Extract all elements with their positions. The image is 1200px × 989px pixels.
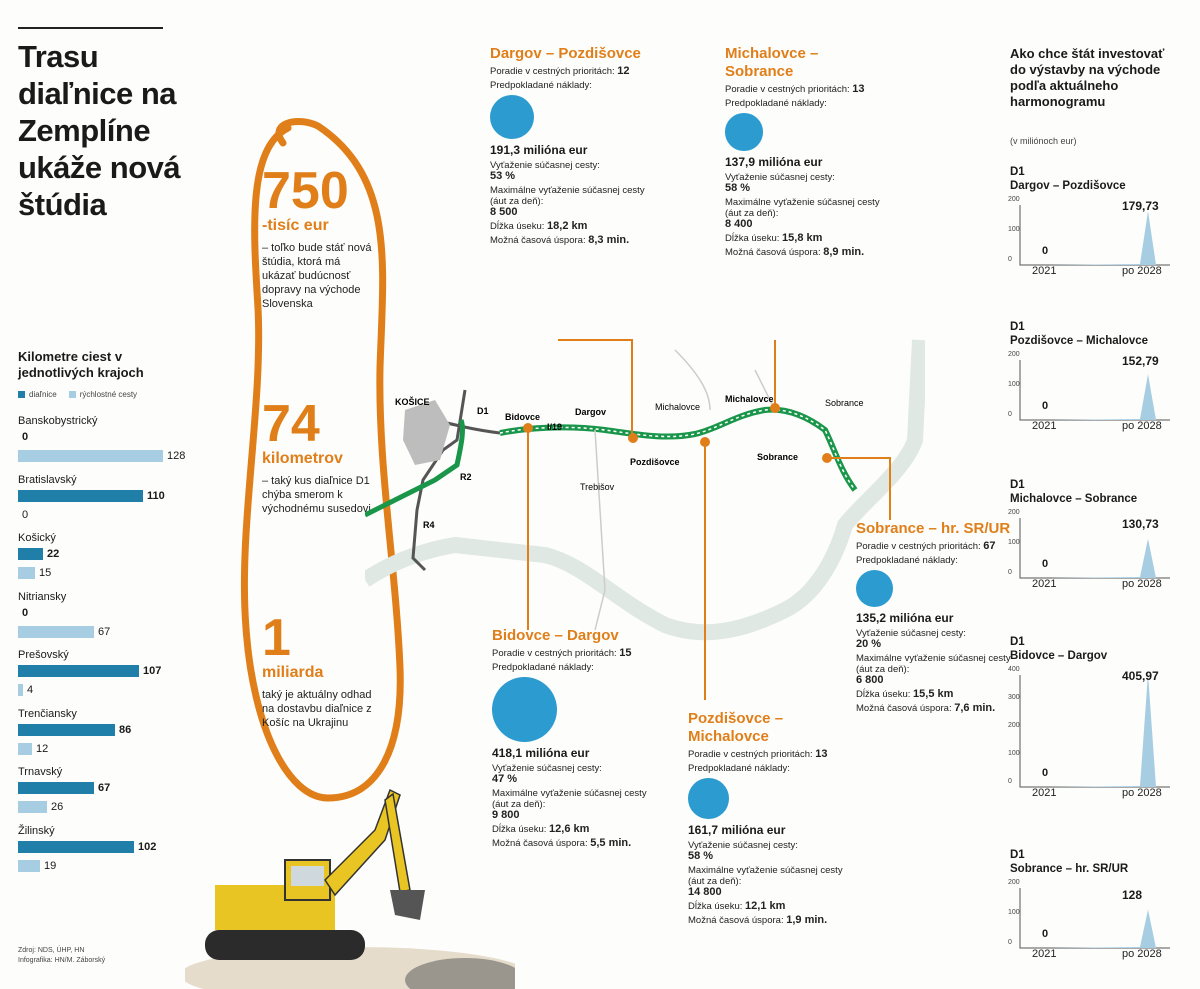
- highway-value: 0: [22, 606, 29, 619]
- chart-value-end: 405,97: [1122, 669, 1159, 683]
- segment-load-value: 47 %: [492, 773, 518, 786]
- stat-billion-number: 1: [262, 609, 291, 667]
- chart-area: [1050, 211, 1156, 265]
- segment-saving-label: Možná časová úspora:: [688, 914, 784, 926]
- segment-maxload: [490, 185, 650, 218]
- highway-value: 107: [143, 665, 162, 677]
- chart-value-start: 0: [1042, 767, 1049, 779]
- chart-y-tick: 100: [1008, 750, 1020, 757]
- segment-order-value: 13: [815, 748, 828, 760]
- segment-length-label: Dĺžka úseku:: [492, 824, 547, 836]
- segment-saving: [492, 838, 652, 849]
- segment-name: Sobrance – hr. SR/UR: [856, 520, 1011, 537]
- highway-value: 0: [22, 431, 29, 443]
- chart-road: D1: [1010, 321, 1025, 333]
- region-row: [18, 474, 218, 525]
- express-bar: [18, 860, 40, 872]
- stat-km-unit: kilometrov: [262, 450, 343, 467]
- chart-section-name: Bidovce – Dargov: [1010, 650, 1108, 662]
- segment-maxload-value: 6 800: [856, 674, 884, 687]
- chart-y-tick: 0: [1008, 569, 1012, 576]
- chart-y-tick: 0: [1008, 778, 1012, 785]
- express-bar: [18, 626, 94, 638]
- stat-study-number: 750: [262, 162, 349, 220]
- segment-load-value: 58 %: [725, 181, 751, 194]
- highway-bar: [18, 548, 43, 560]
- segment-saving: [856, 703, 1016, 714]
- chart-value-start: 0: [1042, 558, 1049, 570]
- segment-load: [856, 628, 1016, 650]
- chart-value-end: 179,73: [1122, 199, 1159, 213]
- chart-y-tick: 100: [1008, 909, 1020, 916]
- chart-plot-area: [1008, 666, 1185, 803]
- segment-maxload-value: 8 500: [490, 206, 518, 219]
- express-bar: [18, 684, 23, 696]
- express-value: 4: [27, 684, 34, 696]
- segment-order-label: Poradie v cestných prioritách:: [490, 66, 615, 77]
- segment-length-value: 15,8 km: [782, 231, 823, 244]
- chart-y-tick: 0: [1008, 256, 1012, 263]
- map-section-pozdisovce: Pozdišovce: [630, 457, 680, 467]
- segment-order-value: 13: [852, 83, 865, 95]
- segment-saving-label: Možná časová úspora:: [490, 235, 586, 247]
- region-row: [18, 415, 218, 466]
- chart-section-name: Sobrance – hr. SR/UR: [1010, 863, 1129, 875]
- segment-order-label: Poradie v cestných prioritách:: [725, 84, 850, 95]
- express-bar: [18, 450, 163, 462]
- segment-length: [856, 689, 1016, 700]
- segment-length: [490, 221, 650, 232]
- segment-maxload: [688, 865, 848, 898]
- map-city-trebisov: Trebišov: [580, 482, 615, 492]
- chart-x-label-start: 2021: [1032, 787, 1057, 799]
- segment-maxload-label: Maximálne vyťaženie súčasnej cesty (áut za deň):: [492, 788, 647, 811]
- segment-cost-bubble: [492, 677, 557, 742]
- segment-saving-value: 1,9 min.: [786, 913, 828, 926]
- segment-length: [688, 901, 848, 912]
- segment-saving-label: Možná časová úspora:: [725, 246, 821, 258]
- segment-cost-bubble: [725, 113, 763, 151]
- segment-maxload: [856, 653, 1016, 686]
- segment-order-label: Poradie v cestných prioritách:: [688, 749, 813, 760]
- segment-load-label: Vyťaženie súčasnej cesty:: [856, 628, 966, 640]
- segment-length-label: Dĺžka úseku:: [490, 221, 545, 233]
- segment-load-label: Vyťaženie súčasnej cesty:: [688, 839, 798, 851]
- segment-length-value: 12,1 km: [745, 899, 786, 912]
- investment-chart: [1010, 165, 1185, 281]
- segment-cost-value: 161,7 milióna eur: [688, 822, 786, 837]
- chart-y-tick: 300: [1008, 694, 1020, 701]
- segment-order: [856, 541, 1016, 552]
- region-name: Bratislavský: [18, 473, 77, 486]
- highway-bar-row: [18, 607, 218, 623]
- chart-section-name: Pozdišovce – Michalovce: [1010, 335, 1149, 347]
- chart-section-name: Dargov – Pozdišovce: [1010, 180, 1126, 192]
- segment-length: [492, 824, 652, 835]
- chart-plot-area: [1008, 879, 1185, 964]
- segment-load: [688, 840, 848, 862]
- chart-road: D1: [1010, 166, 1025, 178]
- highway-value: 110: [147, 489, 165, 502]
- segment-saving: [725, 247, 885, 258]
- segment-length-value: 12,6 km: [549, 823, 590, 836]
- segment-order: [492, 648, 652, 659]
- segment-saving-value: 8,9 min.: [823, 245, 865, 258]
- highway-bar: [18, 782, 94, 794]
- chart-x-label-end: po 2028: [1122, 578, 1162, 590]
- chart-road: D1: [1010, 479, 1025, 491]
- express-bar: [18, 801, 47, 813]
- region-name: Košický: [18, 532, 56, 544]
- express-bar-row: [18, 567, 218, 583]
- chart-x-label-start: 2021: [1032, 948, 1057, 960]
- chart-area: [1050, 910, 1156, 948]
- express-bar-row: [18, 684, 218, 700]
- segment-maxload-label: Maximálne vyťaženie súčasnej cesty (áut za deň):: [856, 653, 1011, 676]
- highway-bar: [18, 724, 115, 736]
- map-section-dargov: Dargov: [575, 407, 607, 417]
- chart-x-label-end: po 2028: [1122, 265, 1162, 277]
- segment-maxload-label: Maximálne vyťaženie súčasnej cesty (áut za deň):: [688, 864, 843, 887]
- segment-cost-value: 137,9 milióna eur: [725, 154, 823, 169]
- chart-plot-area: [1008, 351, 1185, 436]
- highway-value: 67: [98, 782, 111, 794]
- segment-block: [492, 627, 652, 849]
- investment-title: Ako chce štát investovať do výstavby na východe podľa aktuálneho harmonogramu: [1010, 46, 1165, 109]
- chart-y-tick: 200: [1008, 722, 1020, 729]
- highway-value: 86: [119, 723, 132, 736]
- chart-area: [1050, 374, 1156, 420]
- map-section-bidovce: Bidovce: [505, 412, 541, 422]
- segment-load-label: Vyťaženie súčasnej cesty:: [490, 160, 600, 172]
- segment-block: [725, 45, 885, 258]
- chart-x-label-start: 2021: [1032, 265, 1057, 277]
- segment-length: [725, 233, 885, 244]
- chart-plot-area: [1008, 196, 1185, 281]
- investment-subtitle: (v miliónoch eur): [1010, 136, 1077, 146]
- chart-y-tick: 100: [1008, 381, 1020, 388]
- chart-plot-area: [1008, 509, 1185, 594]
- investment-chart: [1010, 848, 1185, 964]
- map-road-r2: R2: [460, 472, 472, 482]
- highway-value: 102: [138, 840, 157, 853]
- regions-legend: [18, 390, 137, 399]
- stat-km-text: – taký kus diaľnice D1 chýba smerom k východnému susedovi: [262, 475, 371, 515]
- segment-maxload-value: 8 400: [725, 217, 753, 230]
- chart-value-end: 152,79: [1122, 354, 1159, 368]
- source-note: Zdroj: NDS, ÚHP, HN Infografika: HN/M. Záborský: [18, 947, 106, 964]
- segment-length-value: 18,2 km: [547, 220, 588, 233]
- segment-cost-label: Predpokladané náklady:: [688, 763, 790, 774]
- segment-cost-bubble: [490, 95, 534, 139]
- express-value: 128: [167, 450, 186, 462]
- segment-length-label: Dĺžka úseku:: [856, 689, 911, 701]
- chart-value-end: 130,73: [1122, 516, 1159, 531]
- segment-cost-label: Predpokladané náklady:: [856, 555, 958, 566]
- express-bar-row: [18, 626, 218, 642]
- stat-km-number: 74: [262, 395, 320, 453]
- segment-order-value: 15: [619, 647, 632, 659]
- chart-x-label-end: po 2028: [1122, 948, 1162, 960]
- stat-billion-text: taký je aktuálny odhad na dostavbu diaľnice z Košíc na Ukrajinu: [262, 689, 372, 729]
- segment-load-label: Vyťaženie súčasnej cesty:: [492, 763, 602, 775]
- region-row: [18, 708, 218, 759]
- segment-maxload: [492, 788, 652, 821]
- segment-order-value: 12: [617, 65, 630, 77]
- express-value: 19: [44, 859, 57, 872]
- chart-y-tick: 200: [1008, 879, 1020, 886]
- segment-order: [490, 66, 650, 77]
- region-name: Nitriansky: [18, 590, 67, 603]
- segment-saving-value: 8,3 min.: [588, 234, 630, 247]
- segment-cost-bubble: [688, 778, 729, 819]
- map-city-kosice: KOŠICE: [395, 397, 430, 407]
- chart-y-tick: 0: [1008, 411, 1012, 418]
- region-name: Žilinský: [18, 824, 55, 837]
- highway-bar-row: [18, 431, 218, 447]
- highway-bar-row: [18, 548, 218, 564]
- segment-load-value: 20 %: [856, 638, 882, 651]
- segment-block: [490, 45, 650, 246]
- segment-saving: [490, 235, 650, 246]
- map-city-michalovce: Michalovce: [655, 402, 701, 412]
- investment-chart: [1010, 320, 1185, 436]
- chart-value-start: 0: [1042, 245, 1049, 257]
- map-section-michalovce: Michalovce: [725, 394, 774, 404]
- express-bar-row: [18, 743, 218, 759]
- map-road-i19: I/19: [547, 422, 563, 432]
- segment-cost-value: 418,1 milióna eur: [492, 746, 590, 761]
- segment-name: Dargov – Pozdišovce: [490, 45, 641, 62]
- highway-bar-row: [18, 665, 218, 681]
- chart-x-label-start: 2021: [1032, 420, 1057, 432]
- segment-length-value: 15,5 km: [913, 688, 954, 701]
- chart-y-tick: 400: [1008, 666, 1020, 673]
- segment-maxload-value: 9 800: [492, 809, 520, 822]
- segment-cost-label: Predpokladané náklady:: [725, 98, 827, 109]
- regions-title: Kilometre ciest v jednotlivých krajoch: [18, 349, 144, 380]
- region-row: [18, 649, 218, 700]
- segment-maxload: [725, 197, 885, 230]
- chart-svg: [1010, 673, 1180, 789]
- segment-load: [492, 763, 652, 785]
- investment-chart: [1010, 478, 1185, 594]
- chart-road: D1: [1010, 636, 1025, 648]
- map-road-r4: R4: [423, 520, 435, 530]
- chart-x-label-end: po 2028: [1122, 787, 1162, 799]
- region-row: [18, 591, 218, 642]
- chart-area: [1050, 673, 1156, 787]
- map-road-d1: D1: [477, 406, 489, 416]
- segment-cost-label: Predpokladané náklady:: [492, 662, 594, 673]
- segment-load-value: 58 %: [688, 849, 714, 862]
- legend-express-swatch: [69, 391, 76, 398]
- chart-y-tick: 200: [1008, 351, 1020, 358]
- segment-maxload-label: Maximálne vyťaženie súčasnej cesty (áut za deň):: [725, 196, 880, 219]
- map-city-sobrance: Sobrance: [825, 398, 864, 408]
- chart-area: [1050, 539, 1156, 578]
- segment-saving-value: 5,5 min.: [590, 837, 632, 850]
- chart-value-start: 0: [1042, 928, 1049, 940]
- segment-order: [725, 84, 885, 95]
- highway-bar-row: [18, 724, 218, 740]
- stat-study-text: – toľko bude stáť nová štúdia, ktorá má ukázať budúcnosť dopravy na východe Slovenska: [262, 242, 372, 310]
- chart-y-tick: 200: [1008, 509, 1020, 516]
- segment-load-label: Vyťaženie súčasnej cesty:: [725, 171, 835, 183]
- segment-load: [725, 172, 885, 194]
- express-value: 67: [98, 625, 111, 638]
- chart-x-label-end: po 2028: [1122, 420, 1162, 432]
- stat-billion-unit: miliarda: [262, 664, 324, 681]
- segment-saving-label: Možná časová úspora:: [856, 703, 952, 715]
- segment-block: [856, 520, 1016, 714]
- stat-study: [262, 162, 402, 311]
- chart-value-start: 0: [1042, 400, 1049, 412]
- segment-order: [688, 749, 848, 760]
- segment-maxload-label: Maximálne vyťaženie súčasnej cesty (áut za deň):: [490, 185, 645, 208]
- legend-express-label: rýchlostné cesty: [79, 390, 138, 399]
- segment-length-label: Dĺžka úseku:: [688, 900, 743, 912]
- region-row: [18, 532, 218, 583]
- chart-y-tick: 100: [1008, 226, 1020, 233]
- express-bar: [18, 743, 32, 755]
- express-value: 0: [22, 508, 29, 521]
- chart-y-tick: 100: [1008, 539, 1020, 546]
- express-bar: [18, 567, 35, 579]
- express-value: 26: [51, 801, 64, 813]
- express-value: 12: [36, 742, 49, 755]
- chart-svg: [1010, 886, 1180, 950]
- segment-saving-value: 7,6 min.: [954, 702, 996, 715]
- segment-order-value: 67: [983, 540, 996, 552]
- excavator-illustration: [185, 780, 515, 989]
- region-name: Trnavský: [18, 766, 63, 778]
- highway-bar: [18, 490, 143, 502]
- segment-load: [490, 160, 650, 182]
- chart-road: D1: [1010, 849, 1025, 861]
- chart-y-tick: 0: [1008, 939, 1012, 946]
- segment-maxload-value: 14 800: [688, 885, 722, 898]
- region-name: Banskobystrický: [18, 415, 98, 427]
- map-section-sobrance: Sobrance: [757, 452, 799, 462]
- highway-bar-row: [18, 490, 218, 506]
- page-title: Trasu diaľnice na Zemplíne ukáže nová štúdia: [18, 39, 181, 222]
- express-bar-row: [18, 450, 218, 466]
- segment-cost-value: 135,2 milióna eur: [856, 611, 954, 626]
- segment-name: Pozdišovce – Michalovce: [688, 710, 784, 745]
- chart-y-tick: 200: [1008, 196, 1020, 203]
- highway-bar: [18, 841, 134, 853]
- investment-chart: [1010, 635, 1185, 803]
- chart-value-end: 128: [1122, 887, 1143, 902]
- segment-name: Bidovce – Dargov: [492, 627, 619, 644]
- segment-cost-value: 191,3 milióna eur: [490, 143, 588, 158]
- region-name: Trenčiansky: [18, 707, 77, 720]
- legend-highway-swatch: [18, 391, 25, 398]
- segment-saving: [688, 915, 848, 926]
- stat-study-unit: -tisíc eur: [262, 217, 329, 234]
- segment-saving-label: Možná časová úspora:: [492, 838, 588, 850]
- region-name: Prešovský: [18, 649, 69, 661]
- segment-block: [688, 710, 848, 926]
- highway-bar: [18, 665, 139, 677]
- segment-order-label: Poradie v cestných prioritách:: [856, 541, 981, 552]
- chart-x-label-start: 2021: [1032, 578, 1057, 590]
- highway-value: 22: [47, 548, 60, 560]
- express-bar-row: [18, 509, 218, 525]
- express-value: 15: [39, 567, 52, 579]
- segment-order-label: Poradie v cestných prioritách:: [492, 648, 617, 659]
- segment-load-value: 53 %: [490, 170, 516, 183]
- chart-section-name: Michalovce – Sobrance: [1010, 493, 1138, 505]
- segment-name: Michalovce – Sobrance: [725, 45, 819, 80]
- segment-cost-label: Predpokladané náklady:: [490, 80, 592, 91]
- legend-highway-label: diaľnice: [29, 390, 57, 399]
- title-rule: [18, 27, 163, 29]
- segment-cost-bubble: [856, 570, 893, 607]
- segment-length-label: Dĺžka úseku:: [725, 232, 780, 244]
